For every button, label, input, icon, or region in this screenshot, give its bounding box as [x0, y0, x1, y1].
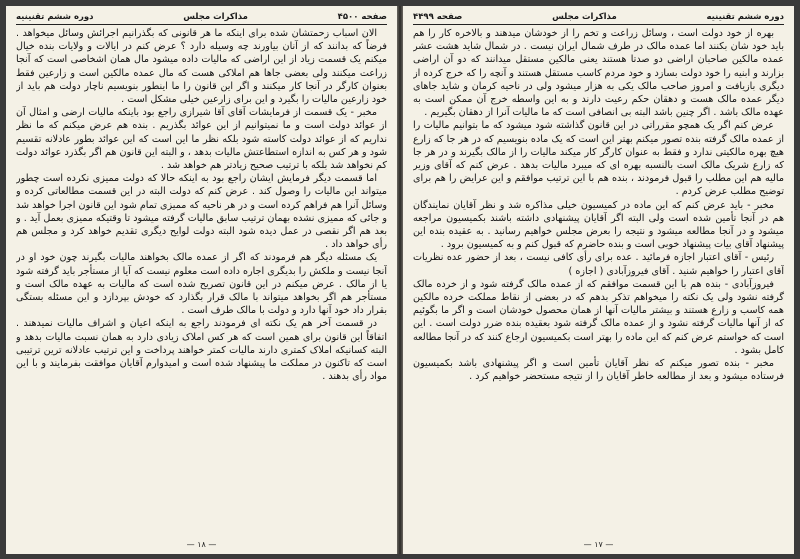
page-number-label: صفحه ۴۵۰۰	[337, 11, 387, 22]
paragraph: عرض کنم اگر یک همچو مقرراتی در این قانون گذاشته شود میشود که ما بتوانیم مالیات را از عمده مالک گرفته بنده تصور میکنم بهتر این است که یک ماده بنویسیم که در هر جا که زارع هیچ بهره مالکیتی ندارد و فقط به عنوان کارگر کار میکند مالیات را از مالک بگیرند و در هر جا که زارع شریک مالک است بالنسبه بهره ای که میبرد مالیات بدهد . عرض کنم که آقای وزیر مالیه هم این مطلب را قبول فرمودند ، بنده هم با این ترتیب موافقم و این عرایض را هم برای توضیح مطلب عرض کردم .	[413, 120, 784, 198]
page-number-label: صفحه ۴۴۹۹	[413, 11, 463, 22]
paragraph: مخبر - باید عرض کنم که این ماده در کمیسیون خیلی مذاکره شد و نظر آقایان نمایندگان هم در آنجا تأمین شده است ولی البته اگر آقایان پیشنهادی داشته باشند بکمیسیون مراجعه میشود و در آنجا مطالعه میشود و نتیجه را بعرض مجلس خواهیم رسانید . به عقیده بنده این پیشنهاد آقای بیات پیشنهاد خوبی است و بنده حاضرم که قبول کنم و به کمیسیون برود .	[413, 199, 784, 251]
paragraph: رئیس - آقای اعتبار اجازه فرمائید . عده برای رأی کافی نیست ، بعد از حضور عده نظریات آقای اعتبار را خواهیم شنید . آقای فیروزآبادی ( اجازه )	[413, 252, 784, 277]
paragraph: مخبر - بنده تصور میکنم که نظر آقایان تأمین است و اگر پیشنهادی باشد بکمیسیون فرستاده میشود و بعد از مطالعه خاطر آقایان را از نتیجه مستحضر خواهیم کرد .	[413, 358, 784, 383]
paragraph: فیروزآبادی - بنده هم با این قسمت موافقم که از عمده مالک گرفته شود و از خرده مالک گرفته نشود ولی یک نکته را میخواهم تذکر بدهم که در بعضی از نقاط مملکت خرده مالکین همه کاسب و زارع هستند و بیشتر مالیات آنها از همان محصول خودشان است و اگر ما بگوئیم که از آنها مالیات گرفته نشود و از عمده مالک گرفته شود بعقیده بنده ضرر دولت است . این است که خواستم عرض کنم که این ماده را بهتر است بکمیسیون ارجاع کنند که در آنجا مطالعه کامل بشود .	[413, 278, 784, 356]
paragraph: در قسمت آخر هم یک نکته ای فرمودند راجع به اینکه اعیان و اشراف مالیات نمیدهند . اتفاقاً این قانون برای همین است که هر کس املاک زیادی دارد به همان نسبت مالیات بدهد و البته کسانیکه املاک کمتری دارند مالیات کمتر خواهند پرداخت و این ترتیب عادلانه ترین ترتیبی است که تاکنون در مملکت ما پیشنهاد شده است و امیدوارم آقایان موافقت بفرمایند و با این مواد رأی بدهند .	[16, 318, 387, 383]
running-title: مذاکرات مجلس	[552, 11, 617, 22]
left-page-body	[16, 27, 387, 539]
page-footer-number: — ۱۷ —	[583, 540, 614, 549]
paragraph: اما قسمت دیگر فرمایش ایشان راجع بود به اینکه حالا که دولت ممیزی نکرده است چطور میتواند این مالیات را وصول کند . عرض کنم که دولت البته در این قسمت مطالعاتی کرده و وسائل آنرا هم فراهم کرده است و در هر ناحیه که ممیزی تمام شود این قانون اجرا خواهد شد و جائی که ممیزی نشده بهمان ترتیب سابق مالیات گرفته میشود تا وقتیکه ممیزی بعمل آید . و بعد هم اگر نقصی در عمل دیده شود البته دولت لوایح دیگری تقدیم خواهد کرد و مجلس هم رأی خواهد داد .	[16, 173, 387, 251]
book-spine	[397, 6, 403, 554]
paragraph: یک مسئله دیگر هم فرمودند که اگر از عمده مالک بخواهند مالیات بگیرند چون خود او در آنجا نیست و ملکش را بدیگری اجاره داده است معلوم نیست که آیا از مستأجر باید گرفته شود یا از مالک . عرض میکنم در این قانون تصریح شده است که مالیات به عهده مالک است و مستأجر هم اگر بخواهد میتواند با مالک قرار بگذارد که خودش بپردازد و این مسئله بستگی بقرار داد خود آنها دارد و دولت با مالک طرف است .	[16, 252, 387, 317]
paragraph: مخبر - یک قسمت از فرمایشات آقای آقا شیرازی راجع بود باینکه مالیات ارضی و امثال آن از عوائد دولت است و ما نمیتوانیم از این عوائد بگذریم . بنده هم عرض میکنم که ما نظر نداریم که از عوائد دولت کاسته شود بلکه نظر ما این است که این عوائد بطور عادلانه تقسیم شود و هر کس به اندازه استطاعتش مالیات بدهد ، و البته این قانون هم اگر بگذرد عوائد دولت کم نخواهد شد بلکه با ترتیب صحیح زیادتر هم خواهد شد .	[16, 107, 387, 172]
page-footer-number: — ۱۸ —	[186, 540, 217, 549]
right-page-header	[413, 10, 784, 25]
paragraph: بهره از خود دولت است ، وسائل زراعت و تخم را از خودشان میدهند و بالاخره کار را هم باید خود شان بکنند اما عمده مالک در طرف شمال ایران نیست . در شمال شاید هشت عشر عمده مالکین صاحبان اراضی دو صدتا هستند یعنی مالکین مستقل میدانند که دو آن اراضی بزارند و ابنیه را خود دولت بسازد و خود مردم کاسب مستقل هستند و آنچه را که خرج کرده از دیگری بازیافت و امروز صاحب مالک یکی به هزار میشود ولی در ناحیه کرمان و شاید جاهای دیگر عمده مالک هست و دهقان حکم رعیت دارند و به این واسطه خرج آن ممکن است به عهده مالک باشد . اگر چنین باشد البته بی انصافی است که ما مالیات آنرا از دهقان بگیریم .	[413, 28, 784, 119]
paragraph: الان اسباب زحمتشان شده برای اینکه ما هر قانونی که بگذرانیم اجرائش وسائل میخواهد . فرضاً که بدانند که از آنان بیاورند چه وسیله دارد ؟ عرض کنم در ایالات و ولایات بنده خیال میکنم یک قسمت زیاد از این اراضی که مالیات داده میشود مال همان اشخاصی است که آنجا زراعت میکنند ولی بعضی جاها هم املاکی هست که مال عمده مالکین است و زارعین فقط بعنوان کارگر در آنجا کار میکنند و اگر این قانون را ما اینطور بنویسیم ناچار دولت هم باید از خود زارعین مالیات را بگیرد و این برای زارعین خیلی مشکل است .	[16, 28, 387, 106]
session-label: دوره ششم تقنینیه	[706, 11, 784, 22]
left-page	[6, 6, 397, 554]
right-page-body	[413, 27, 784, 539]
session-label: دوره ششم تقنینیه	[16, 11, 94, 22]
right-page	[403, 6, 794, 554]
left-page-header	[16, 10, 387, 25]
running-title: مذاکرات مجلس	[183, 11, 248, 22]
